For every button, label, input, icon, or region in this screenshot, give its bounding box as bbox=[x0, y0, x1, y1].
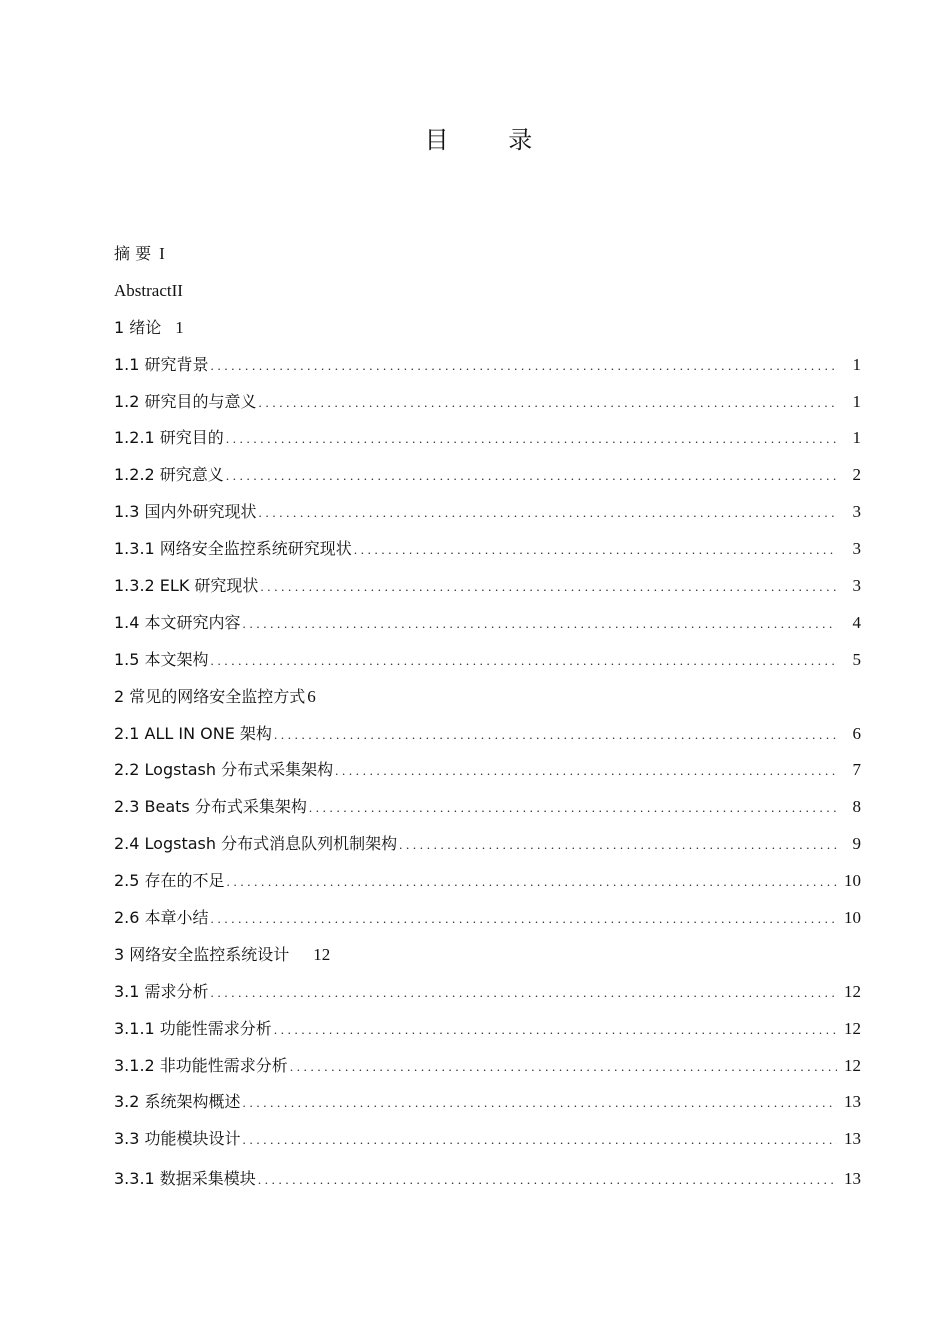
toc-entry-page: 10 bbox=[844, 908, 861, 928]
toc-leader-dots bbox=[227, 864, 837, 901]
toc-leader-dots bbox=[226, 421, 837, 458]
toc-entry-label: 1.5 本文架构 bbox=[114, 649, 209, 669]
toc-entry[interactable] bbox=[114, 347, 861, 384]
toc-entry-label: 1.1 研究背景 bbox=[114, 354, 209, 374]
toc-entry-page: 8 bbox=[852, 797, 861, 817]
toc-entry-page: 12 bbox=[844, 1018, 861, 1038]
toc-entry-page: 4 bbox=[852, 612, 861, 632]
toc-leader-dots bbox=[309, 790, 837, 827]
toc-entry-page: 13 bbox=[844, 1169, 861, 1189]
toc-entry[interactable] bbox=[114, 863, 861, 900]
toc-entry-page: 3 bbox=[852, 576, 861, 596]
toc-entry-label: 2.1 ALL IN ONE 架构 bbox=[114, 723, 272, 743]
toc-leader-dots bbox=[259, 495, 837, 532]
toc-entry-label: 2.3 Beats 分布式采集架构 bbox=[114, 797, 307, 817]
toc-entry[interactable] bbox=[114, 642, 861, 679]
toc-entry-label: 2 常见的网络安全监控方式 bbox=[114, 686, 306, 706]
toc-entry[interactable] bbox=[114, 900, 861, 937]
toc-entry-label: 1.4 本文研究内容 bbox=[114, 612, 241, 632]
toc-entry-page: 1 bbox=[852, 428, 861, 448]
toc-leader-dots bbox=[243, 1122, 837, 1159]
toc-entry[interactable] bbox=[114, 974, 861, 1011]
toc-entry[interactable] bbox=[114, 789, 861, 826]
toc-entry[interactable] bbox=[114, 1121, 861, 1158]
toc-entry[interactable] bbox=[114, 1011, 861, 1048]
table-of-contents bbox=[114, 236, 861, 1198]
toc-leader-dots bbox=[399, 827, 837, 864]
toc-leader-dots bbox=[211, 901, 837, 938]
toc-entry-page: 1 bbox=[852, 354, 861, 374]
toc-entry-label: 2.2 Logstash 分布式采集架构 bbox=[114, 760, 334, 780]
toc-entry-label: 3.3 功能模块设计 bbox=[114, 1129, 241, 1149]
toc-leader-dots bbox=[211, 348, 837, 385]
toc-entry-page: 13 bbox=[844, 1092, 861, 1112]
toc-leader-dots bbox=[274, 1012, 837, 1049]
toc-leader-dots bbox=[243, 1085, 837, 1122]
toc-entry[interactable] bbox=[114, 1161, 861, 1198]
toc-entry-page: I bbox=[159, 244, 165, 263]
toc-leader-dots bbox=[354, 532, 837, 569]
toc-entry-page: 3 bbox=[852, 502, 861, 522]
toc-entry-page: 1 bbox=[175, 317, 184, 337]
toc-leader-dots bbox=[226, 458, 837, 495]
toc-entry[interactable] bbox=[114, 310, 861, 347]
toc-entry-label: 3.1.1 功能性需求分析 bbox=[114, 1018, 272, 1038]
toc-entry-label: 1 绪论 bbox=[114, 317, 162, 337]
toc-entry-label: 1.2.1 研究目的 bbox=[114, 428, 224, 448]
toc-entry[interactable] bbox=[114, 568, 861, 605]
toc-entry[interactable] bbox=[114, 1048, 861, 1085]
toc-entry[interactable] bbox=[114, 494, 861, 531]
toc-entry-page: 5 bbox=[852, 649, 861, 669]
toc-leader-dots bbox=[335, 753, 837, 790]
toc-entry-page: 13 bbox=[844, 1129, 861, 1149]
toc-entry-label: Abstract bbox=[114, 280, 172, 300]
toc-entry[interactable] bbox=[114, 420, 861, 457]
toc-entry-page: II bbox=[171, 280, 183, 300]
toc-leader-dots bbox=[258, 1162, 837, 1199]
toc-entry-page: 12 bbox=[844, 981, 861, 1001]
toc-entry[interactable] bbox=[114, 1084, 861, 1121]
toc-entry-label: 2.5 存在的不足 bbox=[114, 871, 225, 891]
toc-entry-label: 1.3 国内外研究现状 bbox=[114, 502, 257, 522]
toc-entry-page: 12 bbox=[313, 944, 331, 964]
toc-entry-page: 6 bbox=[852, 723, 861, 743]
toc-leader-dots bbox=[260, 569, 837, 606]
toc-entry-label: 3.1.2 非功能性需求分析 bbox=[114, 1055, 288, 1075]
toc-entry-label: 2.4 Logstash 分布式消息队列机制架构 bbox=[114, 834, 398, 854]
toc-entry-page: 10 bbox=[844, 871, 861, 891]
toc-entry[interactable] bbox=[114, 826, 861, 863]
toc-title: 目 录 bbox=[424, 126, 559, 154]
toc-entry-page: 7 bbox=[852, 760, 861, 780]
toc-entry[interactable] bbox=[114, 457, 861, 494]
toc-leader-dots bbox=[259, 385, 837, 422]
toc-entry[interactable] bbox=[114, 531, 861, 568]
toc-entry[interactable] bbox=[114, 679, 861, 716]
toc-entry[interactable] bbox=[114, 236, 861, 273]
toc-leader-dots bbox=[290, 1049, 837, 1086]
toc-entry-page: 12 bbox=[844, 1055, 861, 1075]
toc-entry-page: 6 bbox=[307, 686, 316, 706]
toc-entry[interactable] bbox=[114, 384, 861, 421]
toc-entry-label: 1.3.2 ELK 研究现状 bbox=[114, 576, 259, 596]
toc-entry-label: 3.2 系统架构概述 bbox=[114, 1092, 241, 1112]
toc-entry-label: 摘 要 bbox=[114, 244, 152, 263]
toc-entry-label: 1.2.2 研究意义 bbox=[114, 465, 224, 485]
toc-entry-label: 1.3.1 网络安全监控系统研究现状 bbox=[114, 539, 352, 559]
toc-entry[interactable] bbox=[114, 937, 861, 974]
toc-entry-page: 2 bbox=[852, 465, 861, 485]
toc-leader-dots bbox=[274, 717, 837, 754]
toc-entry-page: 3 bbox=[852, 539, 861, 559]
toc-leader-dots bbox=[211, 643, 837, 680]
toc-leader-dots bbox=[211, 975, 837, 1012]
toc-entry[interactable] bbox=[114, 273, 861, 310]
toc-entry-label: 3 网络安全监控系统设计 bbox=[114, 944, 290, 964]
toc-entry-label: 2.6 本章小结 bbox=[114, 908, 209, 928]
toc-entry-label: 1.2 研究目的与意义 bbox=[114, 391, 257, 411]
toc-entry[interactable] bbox=[114, 752, 861, 789]
toc-leader-dots bbox=[243, 606, 837, 643]
toc-entry-page: 1 bbox=[852, 391, 861, 411]
toc-entry-label: 3.1 需求分析 bbox=[114, 981, 209, 1001]
toc-entry[interactable] bbox=[114, 605, 861, 642]
toc-entry[interactable] bbox=[114, 716, 861, 753]
toc-entry-label: 3.3.1 数据采集模块 bbox=[114, 1169, 256, 1189]
toc-entry-page: 9 bbox=[852, 834, 861, 854]
